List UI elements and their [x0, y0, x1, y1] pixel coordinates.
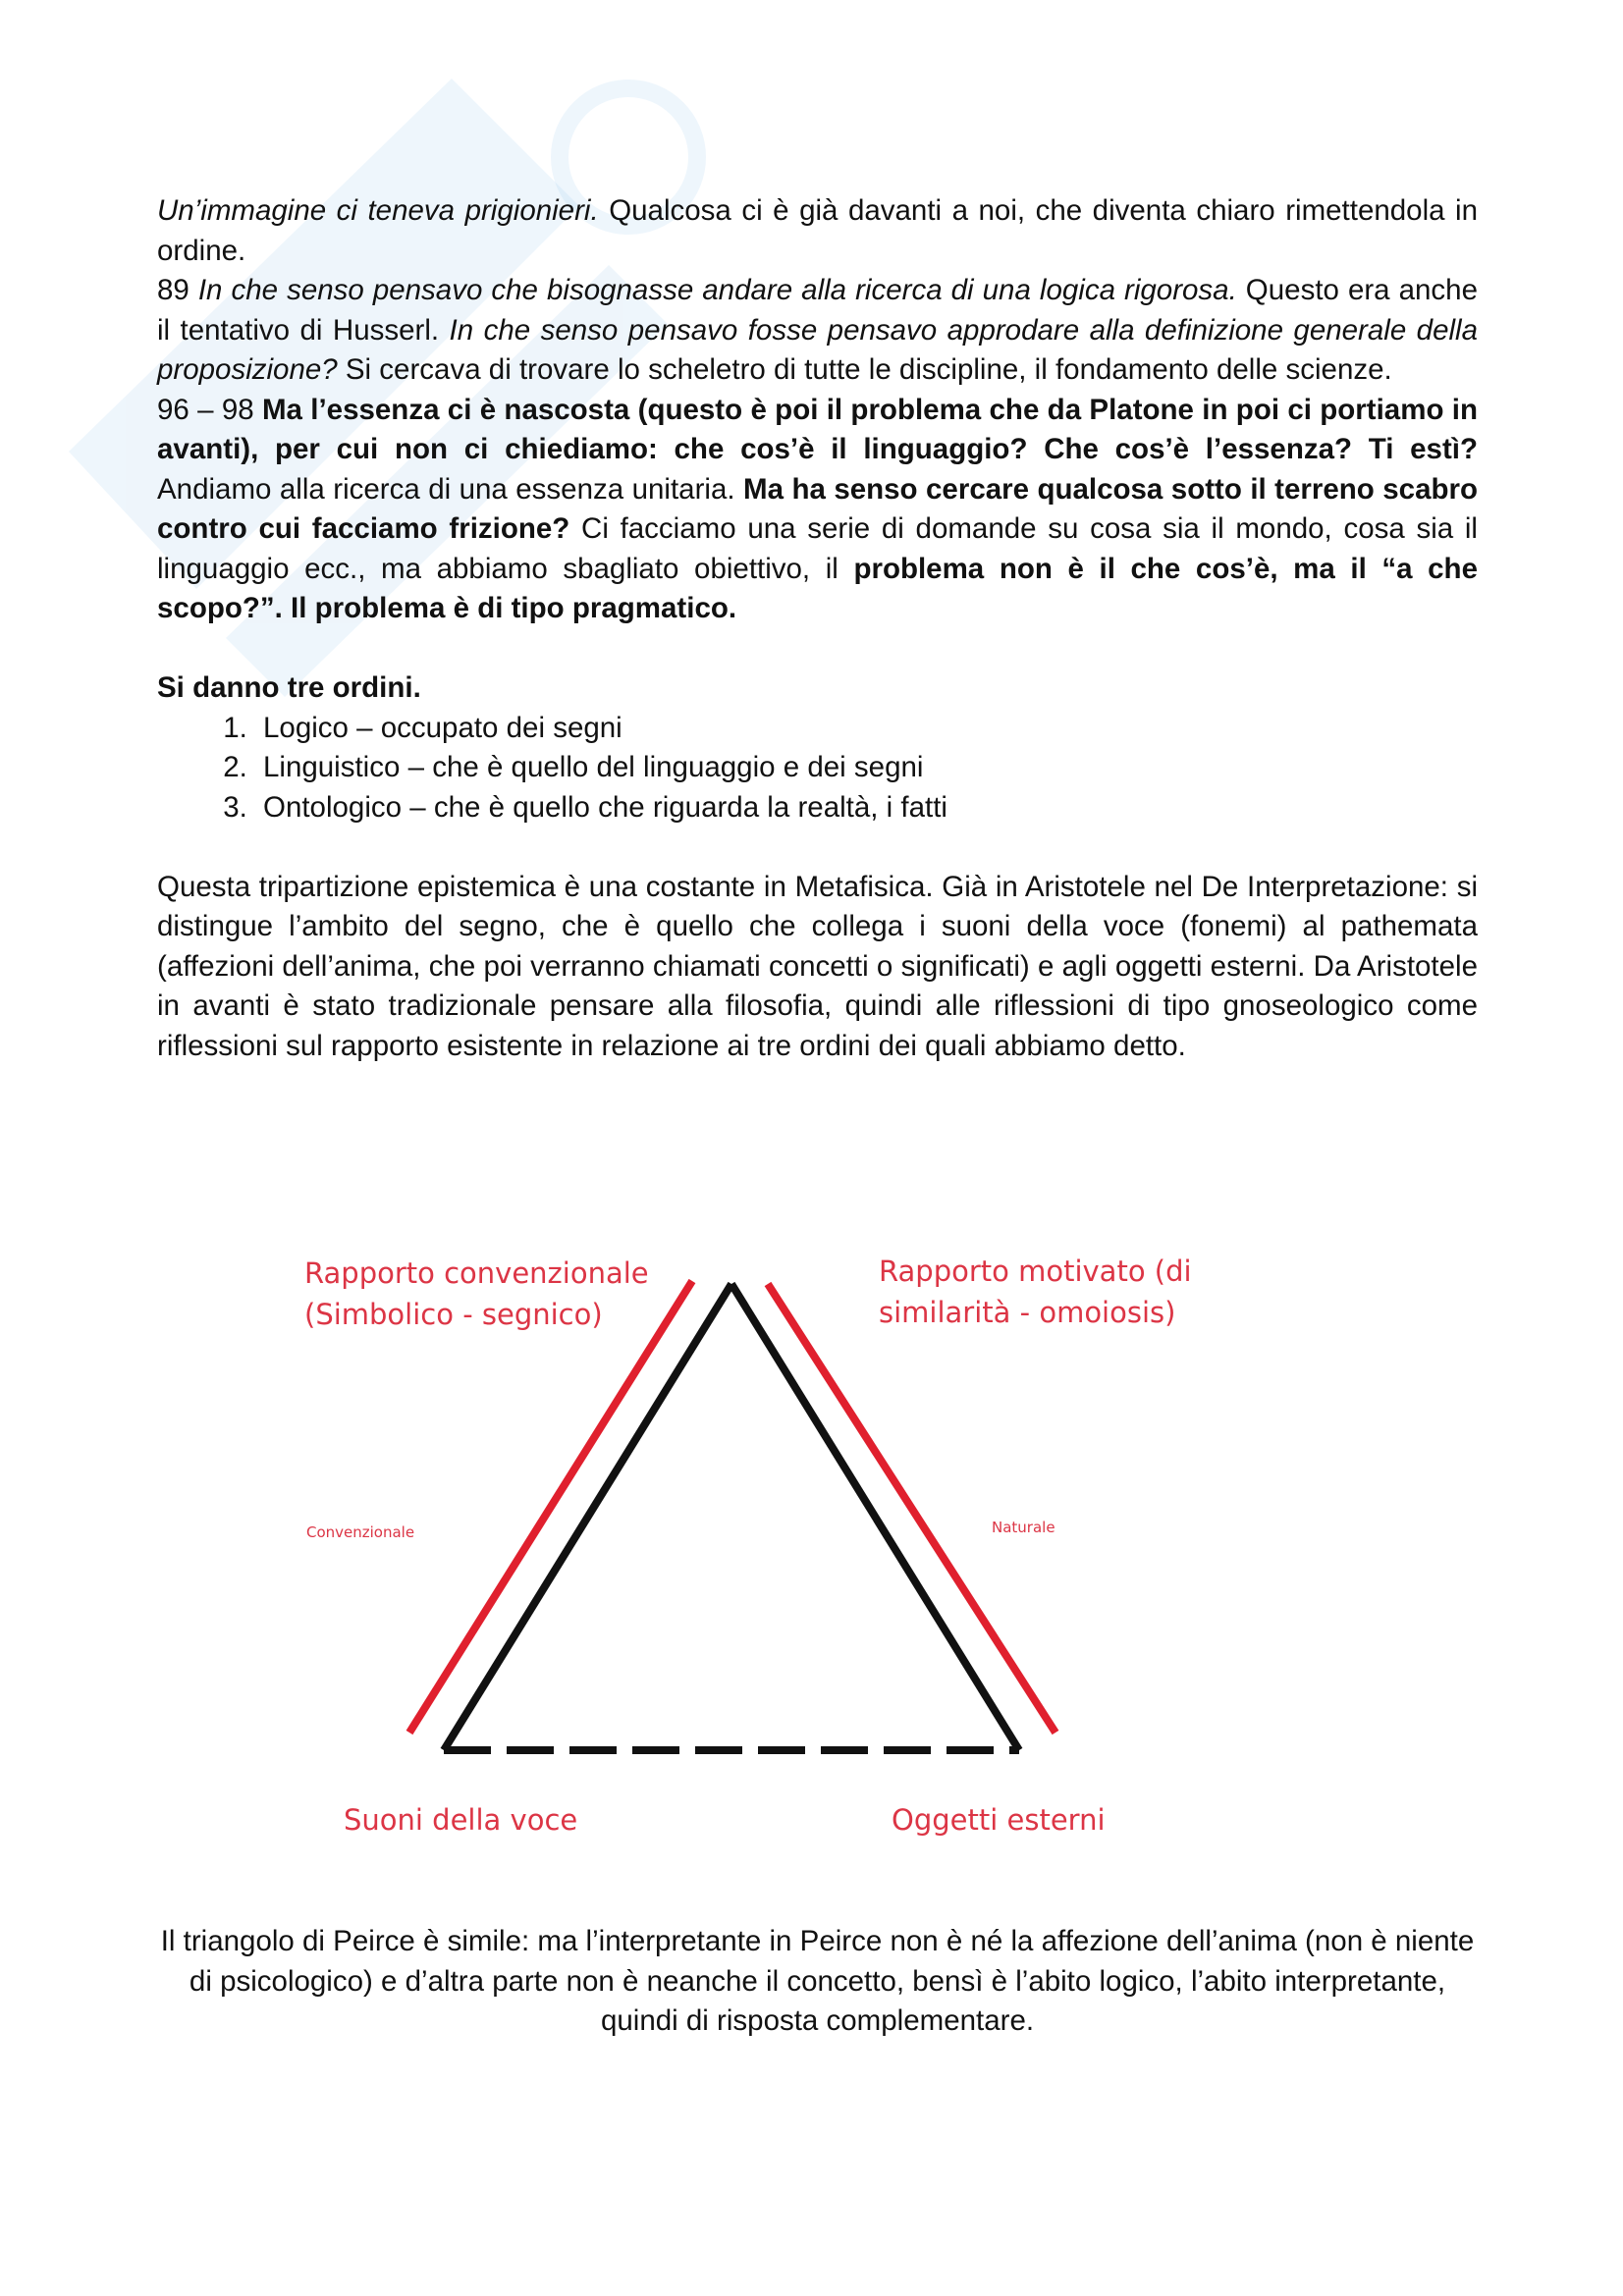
list-item: 1. Logico – occupato dei segni — [255, 709, 1478, 749]
label-convenzionale: Convenzionale — [306, 1523, 415, 1541]
label-rapporto-motivato: Rapporto motivato (di similarità - omoiosis) — [879, 1255, 1192, 1329]
figure-caption: Il triangolo di Peirce è simile: ma l’interpretante in Peirce non è né la affezione dell’anima (non è niente di psicologico) e d’altra parte non è neanche il concetto, bensì è l’abito logico, l’abito interpretante, quindi di risposta complementare. — [160, 1925, 1475, 2037]
label-rapporto-convenzionale: Rapporto convenzionale (Simbolico - segnico) — [304, 1256, 649, 1331]
orders-list — [157, 709, 1478, 828]
red-left-line — [409, 1281, 692, 1733]
triangle-right-side — [731, 1284, 1019, 1750]
list-item: 2. Linguistico – che è quello del linguaggio e dei segni — [255, 748, 1478, 788]
orders-heading: Si danno tre ordini. — [157, 671, 421, 704]
paragraph-intro: Un’immagine ci teneva prigionieri. Qualcosa ci è già davanti a noi, che diventa chiaro rimettendola in ordine. — [157, 194, 1479, 267]
paragraph-89: 89 In che senso pensavo che bisognasse andare alla ricerca di una logica rigorosa. Questo era anche il tentativo di Husserl. In che senso pensavo fosse pensavo approdare alla definizione generale della proposizione? Si cercava di trovare lo scheletro di tutte le discipline, il fondamento delle scienze. — [157, 274, 1479, 386]
triangle-left-side — [444, 1284, 731, 1750]
list-item: 3. Ontologico – che è quello che riguarda la realtà, i fatti — [255, 788, 1478, 828]
label-suoni-della-voce: Suoni della voce — [344, 1803, 578, 1837]
paragraph-tripartizione: Questa tripartizione epistemica è una costante in Metafisica. Già in Aristotele nel De Interpretazione: si distingue l’ambito del segno, che è quello che collega i suoni della voce (fonemi) al pathemata (affezioni dell’anima, che poi verranno chiamati concetti o significati) e agli oggetti esterni. Da Aristotele in avanti è stato tradizionale pensare alla filosofia, quindi alle riflessioni di tipo gnoseologico come riflessioni sul rapporto esistente in relazione ai tre ordini dei quali abbiamo detto. — [157, 870, 1478, 1062]
label-naturale: Naturale — [992, 1519, 1055, 1536]
paragraph-96-98: 96 – 98 Ma l’essenza ci è nascosta (questo è poi il problema che da Platone in poi ci portiamo in avanti), per cui non ci chiediamo: che cos’è il linguaggio? Che cos’è l’essenza? Ti estì? Andiamo alla ricerca di una essenza unitaria. Ma ha senso cercare qualcosa sotto il terreno scabro contro cui facciamo frizione? Ci facciamo una serie di domande su cosa sia il mondo, cosa sia il linguaggio ecc., ma abbiamo sbagliato obiettivo, il problema non è il che cos’è, ma il “a che scopo?”. Il problema è di tipo pragmatico. — [157, 393, 1478, 624]
red-right-line — [768, 1284, 1055, 1733]
label-oggetti-esterni: Oggetti esterni — [892, 1803, 1106, 1837]
triangle-diagram — [0, 1207, 1623, 1895]
document-body — [157, 191, 1478, 1066]
semiotic-triangle-figure — [0, 1207, 1623, 1895]
